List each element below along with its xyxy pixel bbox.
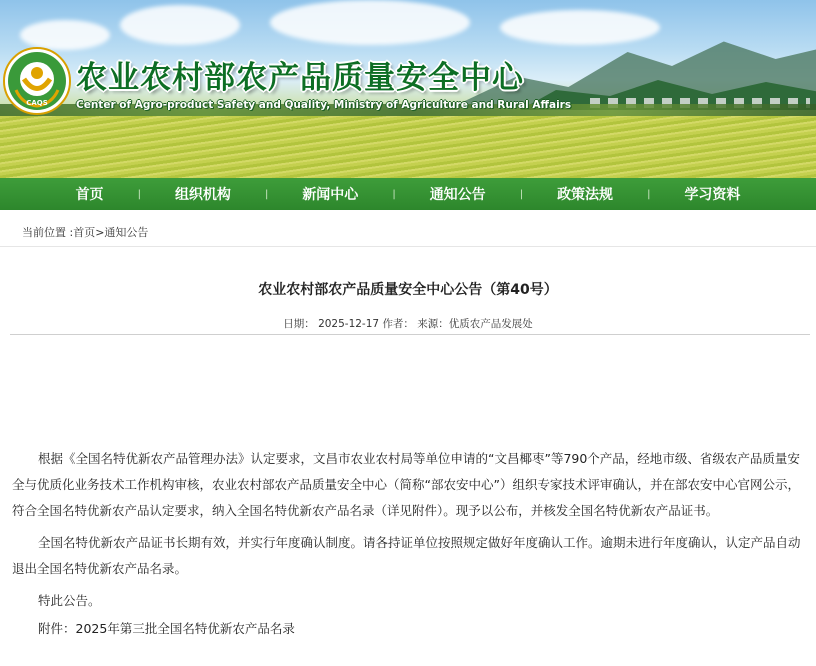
- nav-item-organization[interactable]: 组织机构: [174, 187, 231, 203]
- article-date: 2025-12-17: [318, 318, 380, 330]
- rice-field-decoration: [0, 116, 816, 178]
- nav-separator: |: [264, 188, 269, 200]
- cloud-decoration: [120, 5, 240, 45]
- date-label: 日期：: [283, 318, 315, 330]
- main-nav: [0, 178, 816, 210]
- nav-item-learning[interactable]: 学习资料: [684, 187, 741, 203]
- attachment-link[interactable]: 2025年第三批全国名特优新农产品名录: [75, 621, 295, 636]
- nav-separator: |: [392, 188, 396, 200]
- nav-item-policies[interactable]: 政策法规: [557, 187, 614, 203]
- author-label: 作者：: [382, 318, 414, 330]
- nav-separator: |: [519, 188, 524, 200]
- breadcrumb-separator: >: [95, 226, 105, 239]
- article-paragraph: 全国名特优新农产品证书长期有效，并实行年度确认制度。请各持证单位按照规定做好年度确认工作。逾期未进行年度确认，认定产品自动退出全国名特优新农产品名录。: [12, 535, 801, 576]
- breadcrumb-current-link[interactable]: 通知公告: [104, 226, 149, 239]
- nav-separator: |: [647, 188, 651, 200]
- nav-separator: |: [137, 188, 141, 200]
- article-title: 农业农村部农产品质量安全中心公告（第40号）: [258, 282, 558, 298]
- cloud-decoration: [500, 10, 660, 45]
- svg-text:CAQS: CAQS: [26, 99, 48, 107]
- header-banner: [0, 0, 816, 178]
- cloud-decoration: [270, 0, 470, 45]
- article-paragraph: 根据《全国名特优新农产品管理办法》认定要求，文昌市农业农村局等单位申请的“文昌椰枣”等790个产品，经地市级、省级农产品质量安全与优质化业务技术工作机构审核，农业农村部农产品质量安全中心（简称“部农安中心”）组织专家技术评审确认，并在部农安中心官网公示，符合全国名特优新农产品认定要求，纳入全国名特优新农产品名录（详见附件）。现予以公布，并核发全国名特优新农产品证书。: [12, 451, 800, 518]
- title-divider: [10, 334, 810, 335]
- nav-item-news[interactable]: 新闻中心: [302, 187, 359, 203]
- breadcrumb-prefix: 当前位置 :: [22, 226, 74, 239]
- nav-item-notices[interactable]: 通知公告: [429, 187, 486, 203]
- caqs-logo[interactable]: [2, 46, 72, 116]
- attachment-line: [12, 616, 808, 642]
- site-title: 农业农村部农产品质量安全中心: [76, 60, 524, 96]
- site-subtitle: Center of Agro-product Safety and Quality, Ministry of Agriculture and Rural Affairs: [76, 99, 572, 111]
- source-label: 来源：: [417, 318, 449, 330]
- nav-item-home[interactable]: 首页: [75, 187, 104, 203]
- breadcrumb-home-link[interactable]: 首页: [73, 226, 96, 239]
- article-paragraph: 特此公告。: [38, 593, 101, 608]
- breadcrumb: [22, 224, 148, 240]
- article-meta: [0, 316, 816, 331]
- attachment-label: 附件：: [38, 621, 76, 636]
- article-source: 优质农产品发展处: [448, 318, 533, 330]
